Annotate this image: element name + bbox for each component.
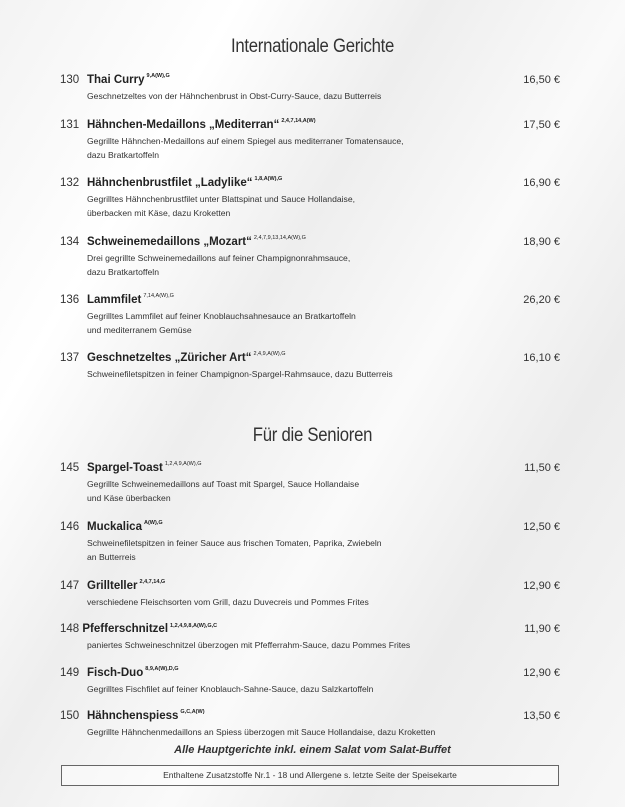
item-codes: 2,4,7,14,A(W): [281, 118, 316, 124]
item-price: 12,90 €: [523, 580, 560, 592]
item-description: paniertes Schweineschnitzel überzogen mit Pfefferrahm-Sauce, dazu Pommes Frites: [87, 640, 411, 650]
item-name: Spargel-Toast $^{1,2,4,9,A(W),G}$: [87, 461, 202, 474]
item-description: Schweinefiletspitzen in feiner Sauce aus frischen Tomaten, Paprika, Zwiebeln an Butterreis: [87, 538, 382, 562]
item-description: Gegrilltes Lammfilet auf feiner Knoblauchsahnesauce an Bratkartoffeln und mediterranem Gemüse: [87, 311, 356, 335]
item-codes: 1,2,4,9,A(W),G: [164, 461, 202, 467]
section-title-senioren: Für die Senioren: [252, 425, 373, 446]
item-codes: G,C,A(W): [180, 709, 205, 715]
item-number: 134: [60, 236, 80, 248]
item-name: Fisch-Duo $^{8,9,A(W),D,G}$: [87, 666, 179, 679]
item-price: 16,10 €: [523, 352, 560, 364]
item-name: Muckalica $^{A(W),G}$: [87, 520, 163, 533]
item-name: Schweinemedaillons „Mozart“ $^{2,4,7,9,13,14,A(W),G}$: [87, 235, 306, 248]
item-number-name: [60, 623, 217, 635]
item-number: 136: [60, 294, 80, 306]
item-number: 146: [60, 521, 80, 533]
item-name: Hähnchenbrustfilet „Ladylike“ $^{1,8,A(W),G}$: [87, 176, 283, 189]
item-name: Lammfilet $^{7,14,A(W),G}$: [87, 293, 174, 306]
item-name: Pfefferschnitzel: [82, 623, 169, 635]
item-number: 132: [60, 177, 80, 189]
item-name: Geschnetzeltes „Züricher Art“ $^{2,4,9,A(W),G}$: [87, 351, 286, 364]
item-name: Hähnchenspiess $^{G,C,A(W)}$: [87, 709, 205, 722]
item-codes: 2,4,7,14,G: [139, 579, 166, 585]
item-name: Thai Curry $^{9,A(W),G}$: [87, 73, 170, 86]
item-codes: 2,4,7,9,13,14,A(W),G: [253, 235, 306, 241]
item-description: Gegrillte Schweinemedaillons auf Toast mit Spargel, Sauce Hollandaise und Käse überbacken: [87, 479, 360, 503]
item-price: 16,90 €: [523, 177, 560, 189]
item-name: Hähnchen-Medaillons „Mediterran“ $^{2,4,7,14,A(W)}$: [87, 118, 316, 131]
item-description: Drei gegrillte Schweinemedaillons auf feiner Champignonrahmsauce, dazu Bratkartoffeln: [87, 253, 351, 277]
item-codes: 7,14,A(W),G: [143, 293, 174, 299]
item-price: 17,50 €: [523, 119, 560, 131]
item-price: 12,50 €: [523, 521, 560, 533]
item-description: Schweinefiletspitzen in feiner Champignon-Spargel-Rahmsauce, dazu Butterreis: [87, 369, 393, 379]
item-codes: 8,9,A(W),D,G: [145, 666, 179, 672]
item-description: verschiedene Fleischsorten vom Grill, dazu Duvecreis und Pommes Frites: [87, 597, 369, 607]
item-number: 149: [60, 667, 80, 679]
item-price: 18,90 €: [523, 236, 560, 248]
item-description: Geschnetzeltes von der Hähnchenbrust in Obst-Curry-Sauce, dazu Butterreis: [87, 91, 382, 101]
item-number: 147: [60, 580, 80, 592]
item-price: 11,90 €: [524, 623, 560, 635]
item-number: 148: [60, 623, 80, 635]
item-codes: 1,2,4,9,8,A(W),G,C: [170, 623, 218, 629]
item-codes: 1,8,A(W),G: [254, 176, 283, 182]
item-price: 13,50 €: [523, 710, 560, 722]
item-number: 145: [60, 462, 80, 474]
item-price: 26,20 €: [523, 294, 560, 306]
item-name: Grillteller $^{2,4,7,14,G}$: [87, 579, 166, 592]
section-title-international: Internationale Gerichte: [230, 36, 395, 57]
item-price: 16,50 €: [523, 74, 560, 86]
item-number: 130: [60, 74, 80, 86]
item-codes: A(W),G: [143, 520, 163, 526]
item-number: 131: [60, 119, 80, 131]
item-number: 137: [60, 352, 80, 364]
item-description: Gegrilltes Fischfilet auf feiner Knoblauch-Sahne-Sauce, dazu Salzkartoffeln: [87, 684, 374, 694]
item-description: Gegrillte Hähnchenmedaillons an Spiess überzogen mit Sauce Hollandaise, dazu Kroketten: [87, 727, 436, 737]
item-codes: 9,A(W),G: [146, 73, 170, 79]
item-description: Gegrilltes Hähnchenbrustfilet unter Blattspinat und Sauce Hollandaise, überbacken mit Käse, dazu Kroketten: [87, 194, 355, 218]
item-price: 11,50 €: [524, 462, 560, 474]
salad-buffet-note: Alle Hauptgerichte inkl. einem Salat vom Salat-Buffet: [174, 744, 451, 756]
additives-footer-box: Enthaltene Zusatzstoffe Nr.1 - 18 und Allergene s. letzte Seite der Speisekarte: [61, 765, 559, 786]
item-price: 12,90 €: [523, 667, 560, 679]
item-number: 150: [60, 710, 80, 722]
item-description: Gegrillte Hähnchen-Medaillons auf einem Spiegel aus mediterraner Tomatensauce, dazu Bratkartoffeln: [87, 136, 404, 160]
item-codes: 2,4,9,A(W),G: [253, 351, 286, 357]
